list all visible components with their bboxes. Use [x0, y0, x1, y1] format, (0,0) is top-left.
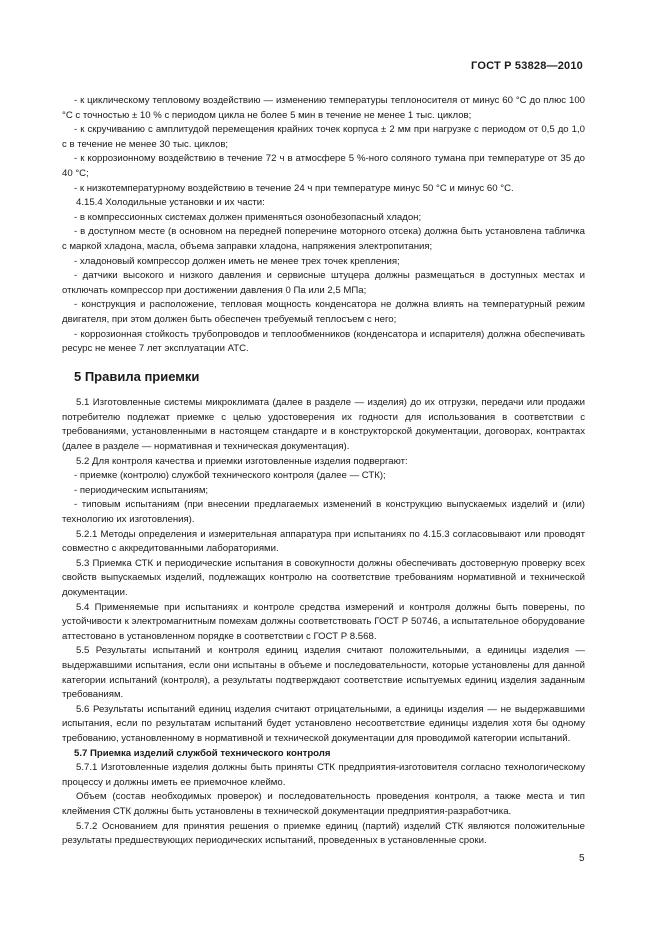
list-item-ozone-safe: - в компрессионных системах должен применяться озонобезопасный хладон;	[74, 211, 422, 223]
clause-5-5: 5.5 Результаты испытаний и контроля единиц изделия считают положительными, а единицы изделия — выдержавшими испытания, если они испытаны в объеме и последовательности, которые установлены для данной категории испытаний (контроля), а результаты подтверждают соответствие испытуемых единиц изделия заданным требованиям.	[62, 645, 585, 701]
document-body	[62, 94, 585, 849]
page-number: 5	[579, 853, 585, 864]
list-item-corrosion-resistance: - коррозионная стойкость трубопроводов и теплообменников (конденсатора и испарителя) должна обеспечивать ресурс не менее 7 лет эксплуатации АТС.	[62, 328, 585, 355]
list-item-corrosion: - к коррозионному воздействию в течение 72 ч в атмосфере 5 %-ного соляного тумана при температуре от 35 до 40 °С;	[62, 153, 585, 179]
clause-5-6: 5.6 Результаты испытаний единиц изделия считают отрицательными, а единицы изделия — не выдержавшими испытания, если по результатам испытаний будет установлено несоответствие единицы изделия хотя бы одному требованию, установленному в нормативной и технической документации для проводимой категории испытаний.	[62, 703, 585, 744]
list-item-type-tests: - типовым испытаниям (при внесении предлагаемых изменений в конструкцию выпускаемых изделий и (или) технологию их изготовления).	[62, 499, 585, 526]
list-item-condenser: - конструкция и расположение, тепловая мощность конденсатора не должна влиять на температурный режим двигателя, при этом должен быть обеспечен требуемый теплосъем с него;	[62, 299, 585, 325]
clause-5-7-1: 5.7.1 Изготовленные изделия должны быть приняты СТК предприятия-изготовителя согласно технологическому процессу и должны иметь ее приемочное клеймо.	[62, 762, 585, 788]
list-item-compressor-mounts: - хладоновый компрессор должен иметь не менее трех точек крепления;	[74, 255, 400, 267]
paragraph-inspection-scope: Объем (состав необходимых проверок) и последовательность проведения контроля, а также места и тип клеймения СТК должны быть установлены в технической документации предприятия-разработчика.	[62, 791, 585, 817]
clause-5-4: 5.4 Применяемые при испытаниях и контроле средства измерений и контроля должны быть поверены, по устойчивости к электромагнитным помехам должны соответствовать ГОСТ Р 50746, а испытательное оборудование аттестовано в установленном порядке в соответствии с ГОСТ Р 8.568.	[62, 601, 585, 642]
section-title: 5 Правила приемки	[74, 368, 200, 384]
list-item-torsion: - к скручиванию с амплитудой перемещения крайних точек корпуса ± 2 мм при нагрузке с периодом от 0,5 до 1,0 с в течение не менее 30 тыс. циклов;	[62, 124, 585, 150]
clause-5-2-1: 5.2.1 Методы определения и измерительная аппаратура при испытаниях по 4.15.3 согласовывают или проводят совместно с аккредитованными лабораториями.	[62, 528, 585, 555]
clause-5-3: 5.3 Приемка СТК и периодические испытания в совокупности должны обеспечивать достоверную проверку всех свойств выпускаемых изделий, подлежащих контролю на соответствие требованиям нормативной и технической документации.	[62, 557, 585, 598]
clause-4-15-4: 4.15.4 Холодильные установки и их части:	[76, 197, 265, 209]
clause-5-1: 5.1 Изготовленные системы микроклимата (далее в разделе — изделия) до их отгрузки, передачи или продажи потребителю подлежат приемке с целью удостоверения их годности для использования в соответствии с требованиями, установленными в настоящем стандарте и в конструкторской документации, договорах, контрактах (далее в разделе — нормативная и техническая документация).	[62, 397, 585, 453]
subsection-title: 5.7 Приемка изделий службой технического контроля	[74, 747, 331, 759]
clause-5-2: 5.2 Для контроля качества и приемки изготовленные изделия подвергают:	[76, 455, 408, 467]
clause-5-7-2: 5.7.2 Основанием для принятия решения о приемке единиц (партий) изделий СТК являются положительные результаты предшествующих периодических испытаний, проведенных в установленные сроки.	[62, 820, 585, 847]
list-item-low-temperature: - к низкотемпературному воздействию в течение 24 ч при температуре минус 50 °С и минус 60 °С.	[74, 182, 514, 194]
standard-code-header: ГОСТ Р 53828—2010	[471, 60, 583, 72]
list-item-plate: - в доступном месте (в основном на передней поперечине моторного отсека) должна быть установлена табличка с маркой хладона, масла, объема заправки хладона, напряжения электропитания;	[62, 226, 585, 252]
list-item-cyclic-thermal: - к циклическому тепловому воздействию — изменению температуры теплоносителя от минус 60 °С до плюс 100 °С с точностью ± 10 % с периодом цикла не более 5 мин в течение не менее 1 тыс. циклов;	[62, 95, 585, 121]
list-item-periodic: - периодическим испытаниям;	[74, 484, 209, 496]
list-item-stk: - приемке (контролю) службой технического контроля (далее — СТК);	[74, 470, 386, 482]
list-item-pressure-sensors: - датчики высокого и низкого давления и сервисные штуцера должны размещаться в доступных местах и отключать компрессор при достижении давления 0 Па или 2,5 МПа;	[62, 270, 585, 296]
